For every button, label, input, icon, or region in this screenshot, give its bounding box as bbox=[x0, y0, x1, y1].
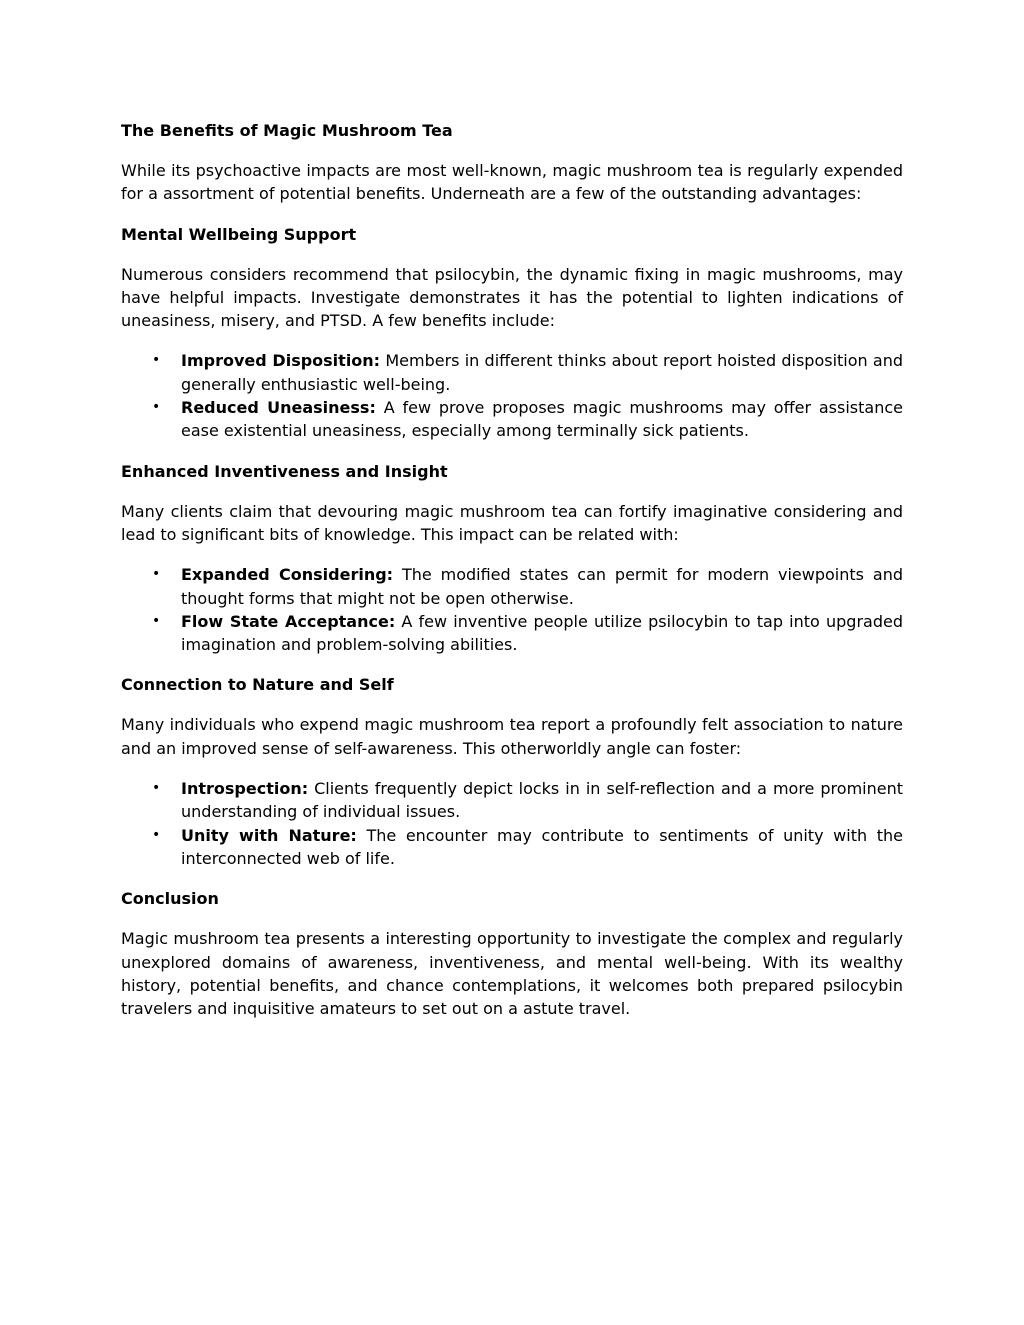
section-heading-inventiveness: Enhanced Inventiveness and Insight bbox=[121, 461, 448, 481]
list-item-text: A few inventive people utilize psilocybin to tap into upgraded imagination and problem-solving abilities. bbox=[181, 611, 904, 655]
list-item-text: Clients frequently depict locks in in self-reflection and a more prominent understanding of individual issues. bbox=[181, 779, 903, 822]
bullet-icon: • bbox=[152, 612, 161, 629]
section-paragraph-conclusion: Magic mushroom tea presents a interesting opportunity to investigate the complex and regularly unexplored domains of awareness, inventiveness, and mental well-being. With its wealthy history, potential benefits, and chance contemplations, it welcomes both prepared psilocybin travelers and inquisitive amateurs to set out on a astute travel. bbox=[121, 929, 903, 1019]
section-heading-mental-wellbeing: Mental Wellbeing Support bbox=[121, 224, 357, 244]
section-paragraph-mental-wellbeing: Numerous considers recommend that psilocybin, the dynamic fixing in magic mushrooms, may have helpful impacts. Investigate demonstrates it has the potential to lighten indications of uneasiness, misery, and PTSD. A few benefits include: bbox=[121, 264, 903, 331]
bullet-icon: • bbox=[152, 352, 161, 369]
list-item-term: Introspection: bbox=[181, 779, 309, 799]
list-item-text: The modified states can permit for modern viewpoints and thought forms that might not be open otherwise. bbox=[181, 565, 903, 608]
list-item-text: A few prove proposes magic mushrooms may offer assistance ease existential uneasiness, especially among terminally sick patients. bbox=[181, 398, 903, 441]
list-item-term: Expanded Considering: bbox=[181, 565, 394, 585]
list-item bbox=[121, 563, 903, 610]
list-item-term: Unity with Nature: bbox=[181, 825, 357, 845]
section-paragraph-benefits: While its psychoactive impacts are most well-known, magic mushroom tea is regularly expended for a assortment of potential benefits. Underneath are a few of the outstanding advantages: bbox=[121, 161, 903, 204]
bullet-icon: • bbox=[152, 780, 161, 797]
list-item-term: Improved Disposition: bbox=[181, 351, 381, 371]
section-paragraph-nature: Many individuals who expend magic mushroom tea report a profoundly felt association to nature and an improved sense of self-awareness. This otherworldly angle can foster: bbox=[121, 715, 903, 758]
bullet-icon: • bbox=[152, 566, 161, 583]
bullet-list-inventiveness bbox=[121, 563, 903, 656]
bullet-list-mental-wellbeing bbox=[121, 349, 903, 442]
list-item bbox=[121, 396, 903, 443]
bullet-icon: • bbox=[152, 826, 161, 843]
list-item bbox=[121, 349, 903, 396]
list-item-term: Reduced Uneasiness: bbox=[181, 398, 376, 418]
list-item bbox=[121, 824, 903, 871]
section-heading-nature: Connection to Nature and Self bbox=[121, 675, 394, 695]
list-item bbox=[121, 610, 903, 657]
bullet-list-nature bbox=[121, 777, 903, 870]
document-page bbox=[121, 119, 903, 1037]
list-item bbox=[121, 777, 903, 824]
section-heading-conclusion: Conclusion bbox=[121, 889, 219, 909]
section-heading-benefits: The Benefits of Magic Mushroom Tea bbox=[121, 121, 453, 140]
list-item-text: The encounter may contribute to sentiments of unity with the interconnected web of life. bbox=[181, 825, 903, 868]
list-item-text: Members in different thinks about report hoisted disposition and generally enthusiastic well-being. bbox=[181, 351, 904, 394]
section-paragraph-inventiveness: Many clients claim that devouring magic mushroom tea can fortify imaginative considering and lead to significant bits of knowledge. This impact can be related with: bbox=[121, 501, 903, 544]
bullet-icon: • bbox=[152, 399, 161, 416]
list-item-term: Flow State Acceptance: bbox=[181, 611, 396, 631]
